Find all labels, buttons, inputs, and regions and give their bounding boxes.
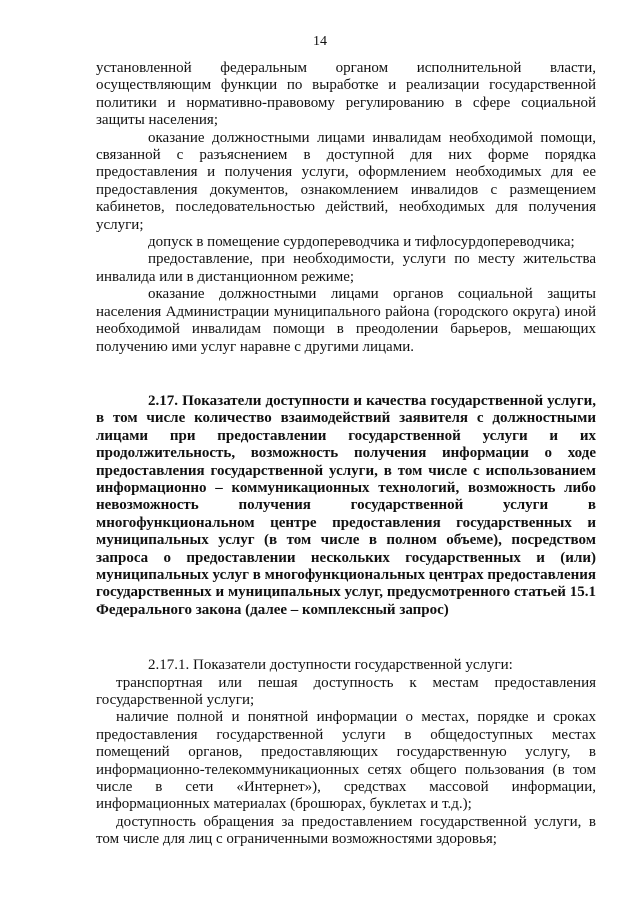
page-number: 14 (313, 34, 327, 49)
paragraph-information-availability: наличие полной и понятной информации о местах, порядке и сроках предоставления государственной услуги в общедоступных местах помещений органов, предоставляющих государственную услугу, в информационно-телекоммуникационных сетях общего пользования (в том числе в сети «Интернет»), средствах массовой информации, информационных материалах (брошюрах, буклетах и т.д.); (96, 709, 596, 813)
page-content (96, 60, 596, 849)
paragraph-remote-service: предоставление, при необходимости, услуги по месту жительства инвалида или в дистанционном режиме; (96, 251, 596, 285)
section-heading-2-17: 2.17. Показатели доступности и качества государственной услуги, в том числе количество взаимодействий заявителя с должностными лицами при предоставлении государственной услуги и их продолжительность, возможность получения информации о ходе предоставления государственной услуги, в том числе с использованием информационно – коммуникационных технологий, возможность либо невозможность получения государственной услуги в многофункциональном центре предоставления государственных и муниципальных услуг (в том числе в полном объеме), посредством запроса о предоставлении нескольких государственных и (или) муниципальных услуг в многофункциональных центрах предоставления государственных и муниципальных услуг, предусмотренного статьей 15.1 Федерального закона (далее – комплексный запрос) (96, 392, 596, 618)
subsection-heading-2-17-1: 2.17.1. Показатели доступности государственной услуги: (148, 657, 513, 674)
paragraph-barrier-assistance: оказание должностными лицами органов социальной защиты населения Администрации муниципального района (городского округа) иной необходимой инвалидам помощи в преодолении барьеров, мешающих получению ими услуг наравне с другими лицами. (96, 286, 596, 355)
paragraph-official-assistance: оказание должностными лицами инвалидам необходимой помощи, связанной с разъяснением в доступной для них форме порядка предоставления и получения услуги, оформлением необходимых для ее предоставления документов, ознакомлением инвалидов с размещением кабинетов, последовательностью действий, необходимых для получения услуги; (96, 129, 596, 233)
paragraph-protection-authority: установленной федеральным органом исполнительной власти, осуществляющим функции по выработке и реализации государственной политики и нормативно-правовому регулированию в сфере социальной защиты населения; (96, 60, 596, 129)
paragraph-sign-interpreter: допуск в помещение сурдопереводчика и тифлосурдопереводчика; (148, 234, 575, 251)
paragraph-transport-access: транспортная или пешая доступность к местам предоставления государственной услуги; (96, 674, 596, 708)
paragraph-accessibility-for-disabled: доступность обращения за предоставлением государственной услуги, в том числе для лиц с ограниченными возможностями здоровья; (96, 813, 596, 848)
